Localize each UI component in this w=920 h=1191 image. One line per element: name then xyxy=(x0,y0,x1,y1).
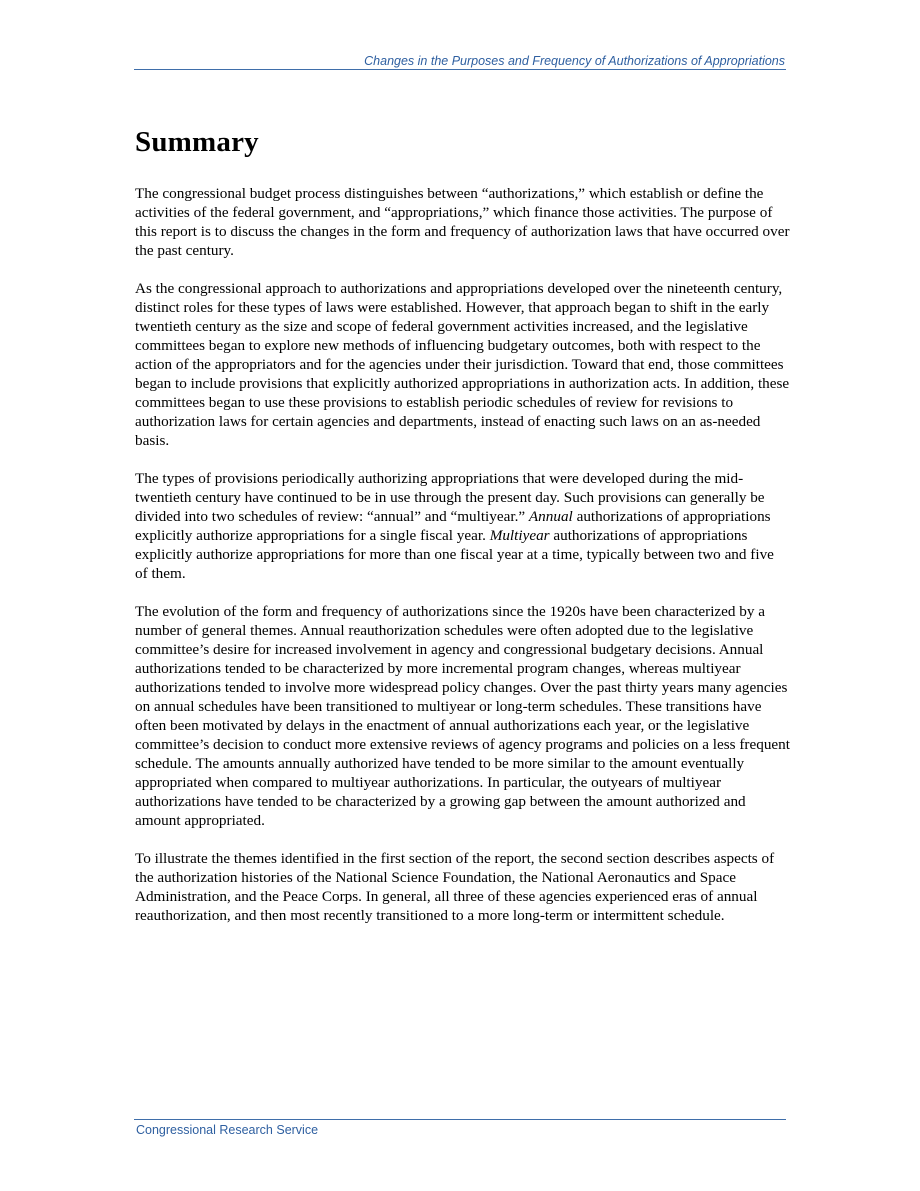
annual-term: Annual xyxy=(528,508,573,525)
section-heading: Summary xyxy=(135,126,259,158)
multiyear-term: Multiyear xyxy=(489,527,550,544)
paragraph-3-part-3: authorizations of appropriations explicitly authorize appropriations for more than one fiscal year at a time, typically between two and five of them. xyxy=(135,527,774,582)
running-header-title: Changes in the Purposes and Frequency of Authorizations of Appropriations xyxy=(364,54,785,68)
paragraph-1: The congressional budget process distinguishes between “authorizations,” which establish or define the activities of the federal government, and “appropriations,” which finance those activities. The purpose of this report is to discuss the changes in the form and frequency of authorization laws that have occurred over the past century. xyxy=(135,185,790,259)
paragraph-2: As the congressional approach to authorizations and appropriations developed over the nineteenth century, distinct roles for these types of laws were established. However, that approach began to shift in the early twentieth century as the size and scope of federal government activities increased, and the legislative committees began to explore new methods of influencing budgetary outcomes, both with respect to the action of the appropriators and for the agencies under their jurisdiction. Toward that end, those committees began to include provisions that explicitly authorized appropriations in authorization acts. In addition, these committees began to use these provisions to establish periodic schedules of review for revisions to authorization laws for certain agencies and departments, instead of enacting such laws on an as-needed basis. xyxy=(135,280,790,449)
paragraph-3-part-1: The types of provisions periodically authorizing appropriations that were developed during the mid-twentieth century have continued to be in use through the present day. Such provisions can generally be divided into two schedules of review: “annual” and “multiyear.” xyxy=(135,470,765,525)
paragraph-3 xyxy=(135,469,790,583)
running-header xyxy=(134,54,786,70)
paragraph-4: The evolution of the form and frequency of authorizations since the 1920s have been characterized by a number of general themes. Annual reauthorization schedules were often adopted due to the legislative committee’s desire for increased involvement in agency and congressional budgetary decisions. Annual authorizations tended to be characterized by more incremental program changes, whereas multiyear authorizations tended to involve more widespread policy changes. Over the past thirty years many agencies on annual schedules have been transitioned to multiyear or long-term schedules. These transitions have often been motivated by delays in the enactment of annual authorizations each year, or the legislative committee’s decision to conduct more extensive reviews of agency programs and policies on a less frequent schedule. The amounts annually authorized have tended to be more similar to the amount eventually appropriated when compared to multiyear authorizations. In particular, the outyears of multiyear authorizations have tended to be characterized by a growing gap between the amount authorized and amount appropriated. xyxy=(135,603,790,829)
paragraph-3-part-2: authorizations of appropriations explicitly authorize appropriations for a single fiscal year. xyxy=(135,508,771,544)
page-footer xyxy=(134,1119,786,1138)
page-body xyxy=(135,122,790,944)
footer-organization: Congressional Research Service xyxy=(136,1123,319,1137)
paragraph-5: To illustrate the themes identified in the first section of the report, the second section describes aspects of the authorization histories of the National Science Foundation, the National Aeronautics and Space Administration, and the Peace Corps. In general, all three of these agencies experienced eras of annual reauthorization, and then most recently transitioned to a more long-term or intermittent schedule. xyxy=(135,850,775,924)
